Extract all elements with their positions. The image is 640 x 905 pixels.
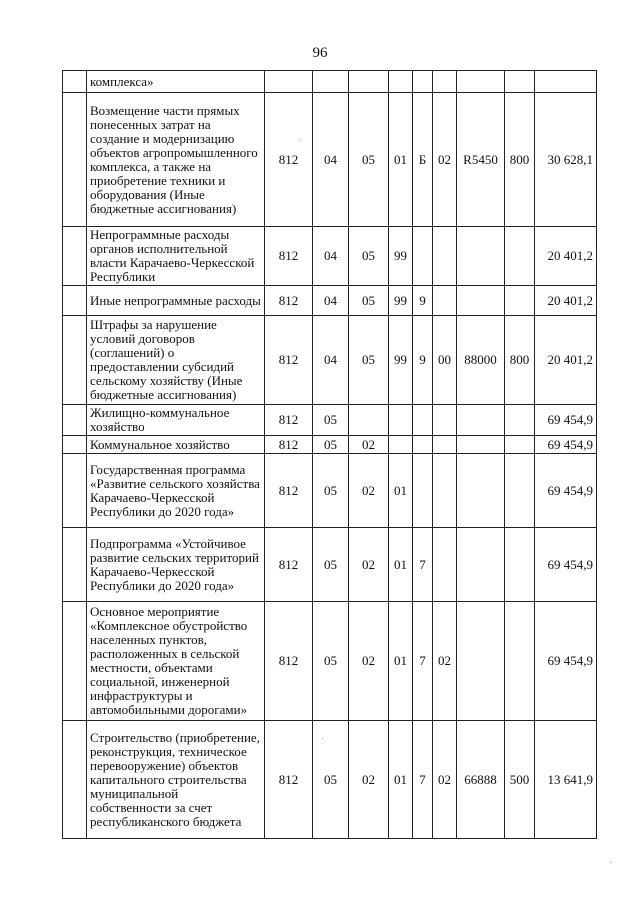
row-code xyxy=(433,436,457,454)
row-code xyxy=(457,286,505,316)
row-code: 800 xyxy=(505,316,535,405)
row-name: Штрафы за нарушение условий договоров (соглашений) о предоставлении субсидий сельскому хозяйству (Иные бюджетные ассигнования) xyxy=(87,316,265,405)
row-name: Иные непрограммные расходы xyxy=(87,286,265,316)
row-code: 02 xyxy=(433,602,457,721)
row-code xyxy=(265,71,313,93)
row-name: Строительство (приобретение, реконструкция, техническое перевооружение) объектов капитального строительства муниципальной собственности за счет республиканского бюджета xyxy=(87,721,265,839)
row-code: 05 xyxy=(349,227,389,286)
row-code: 812 xyxy=(265,436,313,454)
row-code xyxy=(413,405,433,436)
row-code xyxy=(413,227,433,286)
row-code xyxy=(313,71,349,93)
row-code xyxy=(433,71,457,93)
row-margin-cell xyxy=(63,405,87,436)
row-code: 02 xyxy=(349,602,389,721)
row-code xyxy=(433,528,457,602)
row-code xyxy=(457,227,505,286)
row-amount xyxy=(535,71,597,93)
row-margin-cell xyxy=(63,227,87,286)
table-row xyxy=(63,71,597,93)
row-code: 01 xyxy=(389,721,413,839)
row-code: 812 xyxy=(265,405,313,436)
row-code: 02 xyxy=(349,454,389,528)
row-code xyxy=(349,405,389,436)
row-code xyxy=(433,286,457,316)
row-amount: 69 454,9 xyxy=(535,405,597,436)
row-code xyxy=(505,454,535,528)
table-row xyxy=(63,528,597,602)
table-row xyxy=(63,227,597,286)
row-margin-cell xyxy=(63,71,87,93)
row-code xyxy=(457,436,505,454)
row-name: Возмещение части прямых понесенных затрат на создание и модернизацию объектов агропромышленного комплекса, а также на приобретение техники и оборудования (Иные бюджетные ассигнования) xyxy=(87,93,265,227)
row-code: 02 xyxy=(433,721,457,839)
row-code: 99 xyxy=(389,227,413,286)
row-name: комплекса» xyxy=(87,71,265,93)
row-code xyxy=(457,71,505,93)
row-code xyxy=(457,602,505,721)
row-code: 04 xyxy=(313,227,349,286)
row-code xyxy=(457,405,505,436)
row-margin-cell xyxy=(63,602,87,721)
row-amount: 20 401,2 xyxy=(535,286,597,316)
table-row xyxy=(63,93,597,227)
budget-table xyxy=(62,70,597,839)
row-name: Подпрограмма «Устойчивое развитие сельских территорий Карачаево-Черкесской Республики до 2020 года» xyxy=(87,528,265,602)
row-code: 7 xyxy=(413,721,433,839)
row-amount: 30 628,1 xyxy=(535,93,597,227)
row-code: 7 xyxy=(413,602,433,721)
table-row xyxy=(63,405,597,436)
row-code xyxy=(389,71,413,93)
row-code: 05 xyxy=(349,93,389,227)
row-code: 812 xyxy=(265,227,313,286)
row-code: 04 xyxy=(313,286,349,316)
row-code xyxy=(505,602,535,721)
row-code: 05 xyxy=(349,286,389,316)
row-code: 01 xyxy=(389,602,413,721)
row-code: 88000 xyxy=(457,316,505,405)
row-code: 01 xyxy=(389,528,413,602)
row-code: 812 xyxy=(265,93,313,227)
row-amount: 69 454,9 xyxy=(535,602,597,721)
row-code: 812 xyxy=(265,528,313,602)
row-name: Непрограммные расходы органов исполнительной власти Карачаево-Черкесской Республики xyxy=(87,227,265,286)
row-amount: 13 641,9 xyxy=(535,721,597,839)
row-code: 99 xyxy=(389,316,413,405)
row-code xyxy=(505,528,535,602)
row-code: 05 xyxy=(313,454,349,528)
row-code: 812 xyxy=(265,454,313,528)
row-code: 66888 xyxy=(457,721,505,839)
row-code xyxy=(505,227,535,286)
row-margin-cell xyxy=(63,316,87,405)
row-code: 812 xyxy=(265,316,313,405)
row-code: 00 xyxy=(433,316,457,405)
row-code: Б xyxy=(413,93,433,227)
row-code: 05 xyxy=(313,405,349,436)
row-code: 02 xyxy=(349,528,389,602)
row-code xyxy=(389,436,413,454)
row-code: 812 xyxy=(265,286,313,316)
row-code: 05 xyxy=(313,528,349,602)
row-name: Государственная программа «Развитие сельского хозяйства Карачаево-Черкесской Республики до 2020 года» xyxy=(87,454,265,528)
row-code: 500 xyxy=(505,721,535,839)
table-row xyxy=(63,602,597,721)
row-code xyxy=(413,436,433,454)
row-code: 05 xyxy=(349,316,389,405)
row-code: 9 xyxy=(413,316,433,405)
row-name: Коммунальное хозяйство xyxy=(87,436,265,454)
row-code: 02 xyxy=(349,436,389,454)
row-code xyxy=(457,528,505,602)
row-code: 01 xyxy=(389,454,413,528)
row-amount: 69 454,9 xyxy=(535,454,597,528)
row-margin-cell xyxy=(63,721,87,839)
row-code xyxy=(505,436,535,454)
page-number: 96 xyxy=(312,45,328,61)
scan-speck xyxy=(300,140,301,141)
row-code: 812 xyxy=(265,721,313,839)
scan-speck xyxy=(322,738,323,739)
row-code: 02 xyxy=(433,93,457,227)
row-code: 01 xyxy=(389,93,413,227)
row-amount: 20 401,2 xyxy=(535,227,597,286)
row-name: Жилищно-коммунальное хозяйство xyxy=(87,405,265,436)
row-name: Основное мероприятие «Комплексное обустройство населенных пунктов, расположенных в сельской местности, объектами социальной, инженерной инфраструктуры и автомобильными дорогами» xyxy=(87,602,265,721)
row-margin-cell xyxy=(63,286,87,316)
table-row xyxy=(63,454,597,528)
row-code: R5450 xyxy=(457,93,505,227)
row-amount: 20 401,2 xyxy=(535,316,597,405)
row-code: 04 xyxy=(313,93,349,227)
table-row xyxy=(63,436,597,454)
row-code xyxy=(389,405,413,436)
row-code: 05 xyxy=(313,721,349,839)
row-code xyxy=(413,454,433,528)
row-amount: 69 454,9 xyxy=(535,528,597,602)
row-code xyxy=(433,454,457,528)
row-margin-cell xyxy=(63,528,87,602)
row-code: 02 xyxy=(349,721,389,839)
row-code xyxy=(505,286,535,316)
row-code: 04 xyxy=(313,316,349,405)
row-code xyxy=(505,71,535,93)
row-margin-cell xyxy=(63,436,87,454)
table-row xyxy=(63,286,597,316)
row-code: 7 xyxy=(413,528,433,602)
row-code: 99 xyxy=(389,286,413,316)
row-code: 05 xyxy=(313,436,349,454)
row-code: 9 xyxy=(413,286,433,316)
row-code xyxy=(457,454,505,528)
row-code: 812 xyxy=(265,602,313,721)
row-margin-cell xyxy=(63,93,87,227)
row-amount: 69 454,9 xyxy=(535,436,597,454)
row-code xyxy=(433,405,457,436)
table-row xyxy=(63,316,597,405)
row-code xyxy=(413,71,433,93)
row-code: 05 xyxy=(313,602,349,721)
table-row xyxy=(63,721,597,839)
row-code xyxy=(505,405,535,436)
row-code xyxy=(433,227,457,286)
row-code xyxy=(349,71,389,93)
row-margin-cell xyxy=(63,454,87,528)
row-code: 800 xyxy=(505,93,535,227)
scan-speck xyxy=(610,862,611,863)
